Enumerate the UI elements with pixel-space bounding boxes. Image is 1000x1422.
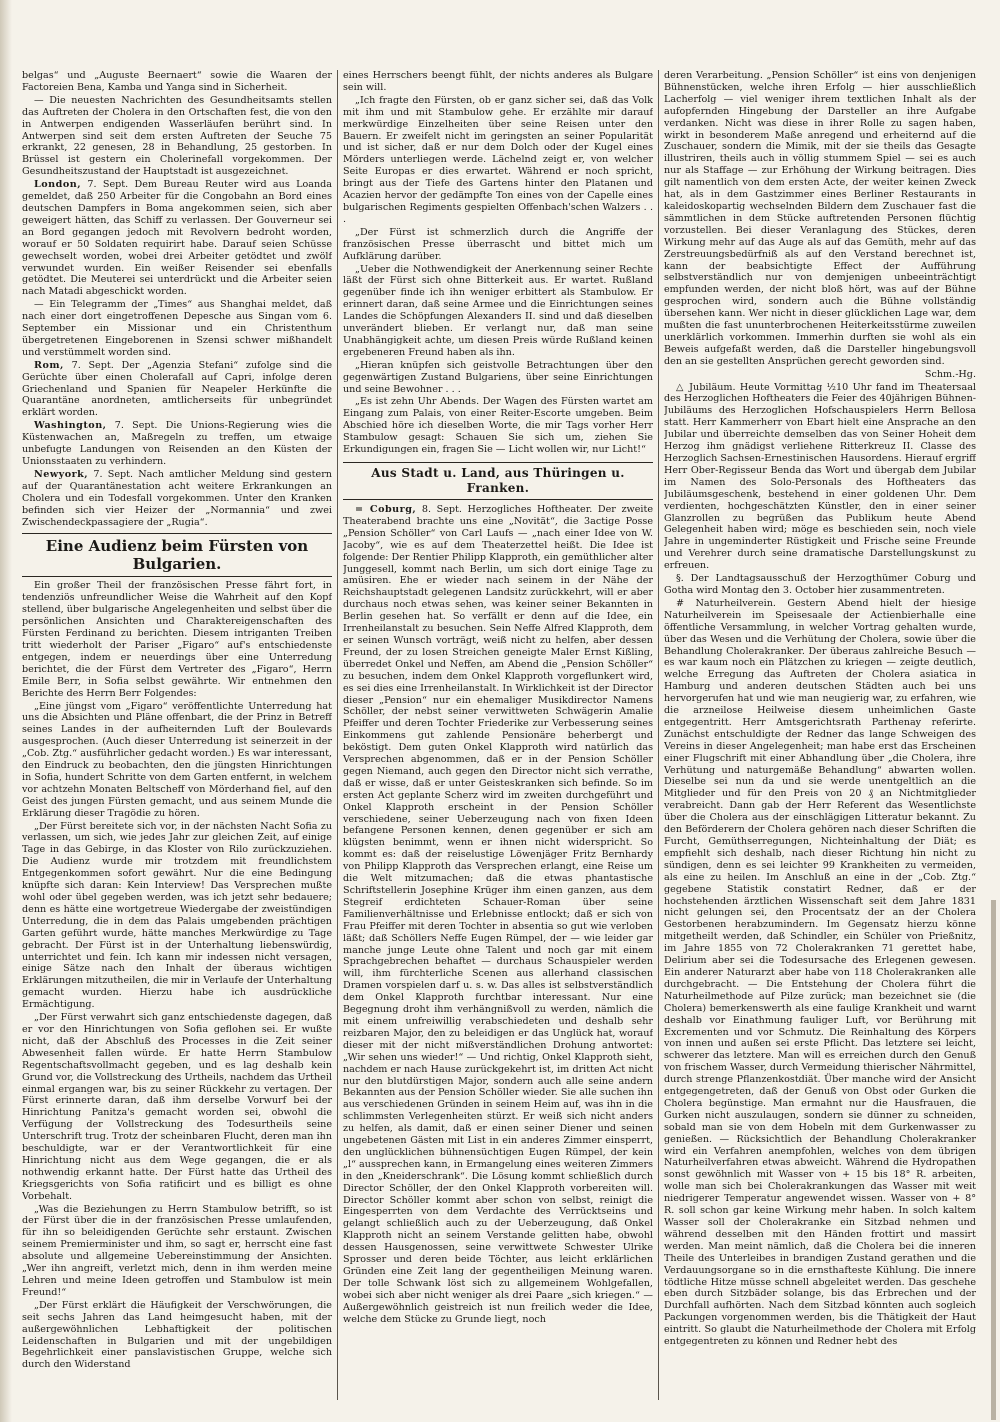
column-divider bbox=[337, 70, 338, 1400]
article-paragraph: §. Der Landtagsausschuß der Herzogthümer Coburg und Gotha wird Montag den 3. October hier zusammentreten. bbox=[664, 573, 976, 596]
article-paragraph: „Der Fürst verwahrt sich ganz entschiedenste dagegen, daß er vor den Hinrichtungen von Sofia geflohen sei. Er wußte nicht, daß der Abschluß des Processes in die Zeit seiner Abwesenheit fallen würde. Er hatte Herrn Stambulow Regentschaftsvollmacht gegeben, und es lag deshalb kein Grund vor, die Vollstreckung des Urtheils, nachdem das Urtheil einmal ergangen war, bis zu seiner Rückkehr zu vertagen. Der Fürst erinnerte daran, daß ihm derselbe Vorwurf bei der Hinrichtung Panitza's gemacht worden sei, obwohl die Verfügung der Vollstreckung des Todesurtheils seine Unterschrift trug. Trotz der scheinbaren Flucht, deren man ihn beschuldigte, war er der Verantwortlichkeit für eine Hinrichtung nicht aus dem Wege gegangen, die er als nothwendig erkannt hatte. Der Fürst hatte das Urtheil des Kriegsgerichts von Sofia ratificirt und es billigt es ohne Vorbehalt. bbox=[22, 1012, 332, 1202]
news-item-newyork bbox=[22, 469, 332, 529]
article-paragraph: „Der Fürst erklärt die Häufigkeit der Verschwörungen, die seit sechs Jahren das Land heimgesucht haben, mit der außergewöhnlichen Lebhaftigkeit der politischen Leidenschaften in Bulgarien und mit der ungebildigen Begehrlichkeit einer panslavistischen Gruppe, welche sich durch den Widerstand bbox=[22, 1299, 332, 1371]
column-left bbox=[22, 70, 332, 1400]
article-paragraph: „Was die Beziehungen zu Herrn Stambulow betrifft, so ist der Fürst über die in der französischen Presse umlaufenden, für ihn so beleidigenden Gerüchte sehr erstaunt. Zwischen seinem Premierminister und ihm, so sagt er, herrscht eine fast absolute und allgemeine Uebereinstimmung der Ansichten. „Wer ihn angreift, verletzt mich, denn in ihm werden meine Lehren und meine Ideen getroffen und Stambulow ist mein Freund!“ bbox=[22, 1203, 332, 1298]
section-heading: Aus Stadt u. Land, aus Thüringen u. Franken. bbox=[343, 462, 653, 500]
article-paragraph: deren Verarbeitung. „Pension Schöller“ ist eins von denjenigen Bühnenstücken, welche ihren Erfolg — hier ausschließlich Lacherfolg — viel weniger ihrem textlichen Inhalt als der aufopfernden Hingebung der Darsteller an ihre Aufgabe verdanken. Nicht was diese in ihrer Rolle zu sagen haben, wirkt in besonderem Maße anregend und erheiternd auf die Zuschauer, sondern die Mimik, mit der sie theils das Gesagte illustriren, theils auch in völlig stummem Spiel — sei es auch nur als Staffage — zur Erhöhung der Wirkung beitragen. Dies gilt namentlich von dem ersten Acte, der weiter keinen Zweck hat, als in dem Gastzimmer eines Berliner Restaurants in kaleidoskopartig wechselnden Bildern dem Zuschauer fast die sämmtlichen in dem Stücke auftretenden Personen flüchtig vorzustellen. Bei dieser Veranlagung des Stückes, deren Wirkung mehr auf das Auge als auf das Gemüth, mehr auf das Zerstreuungsbedürfniß als auf den Verstand berechnet ist, kann der beabsichtigte Effect der Aufführung selbstverständlich nur von demjenigen unbeeinträchtigt empfunden werden, der nicht bloß hört, was auf der Bühne gesprochen wird, sondern auch die Bühne vollständig übersehen kann. Wer nicht in dieser glücklichen Lage war, dem mußten die fast ununterbrochenen Heiterkeitsstürme zuweilen unerklärlich vorkommen. Immerhin durften sie wohl als ein Beweis aufgefaßt werden, daß die Darsteller hingebungsvoll den an sie gestellten Ansprüchen gerecht geworden sind. bbox=[664, 70, 976, 367]
news-text: 8. Sept. Herzogliches Hoftheater. Der zweite Theaterabend brachte uns eine „Novität“, die 3actige Posse „Pension Schöller“ von Carl Laufs — „nach einer Idee von W. Jacoby“, wie es auf dem Theaterzettel heißt. Die Idee ist folgende: Der Rentier Philipp Klapproth, ein gemüthlicher alter Junggesell, kommt nach Berlin, um sich dort einige Tage zu amüsiren. Ehe er wieder nach seinem in der Nähe der Reichshauptstadt gelegenen Landsitz zurückkehrt, will er aber durchaus noch etwas sehen, was keiner seiner Bekannten in Berlin gesehen hat. So verfällt er denn auf die Idee, ein Irrenheilanstalt zu besuchen. Sein Neffe Alfred Klapproth, dem er seinen Wunsch vorträgt, weiß nicht zu helfen, aber dessen Freund, der zu losen Streichen geneigte Maler Ernst Kißling, überredet Onkel und Neffen, am Abend die „Pension Schöller“ zu besuchen, indem dem Onkel Klapproth vorgeflunkert wird, es sei dies eine Irrenheilanstalt. In Wirklichkeit ist der Director dieser „Pension“ nur ein ehemaliger Musikdirector Namens Schöller, der nebst seiner verwittweten Schwägerin Amalie Pfeiffer und deren Tochter Friederike zur Verbesserung seines Einkommens gut zahlende Pensionäre beherbergt und beköstigt. Dem guten Onkel Klapproth wird natürlich das Versprechen abgenommen, daß er in der Pension Schöller gegen Niemand, auch gegen den Director nicht sich verrathe, daß er wisse, daß er unter Geisteskranken sich befinde. So im ersten Act geplante Scherz wird im zweiten durchgeführt und Onkel Klapproth erscheint in der Pension Schöller verschiedene, seiner Ueberzeugung nach von fixen Ideen befangene Personen kennen, denen gegenüber er sich am klügsten benimmt, wenn er ihnen nicht widerspricht. So kommt es: daß der reiselustige Löwenjäger Fritz Bernhardy von Philipp Klapproth das Versprechen erlangt, eine Reise um die Welt mitzumachen; daß die etwas phantastische Schriftstellerin Josephine Krüger ihm einen ganzen, aus dem Stegreif erdichteten Schauer-Roman über seine Familienverhältnisse und Erlebnisse entlockt; daß er sich von Frau Pfeiffer mit deren Tochter in absentia so gut wie verloben läßt; daß Schöllers Neffe Eugen Rümpel, der — wie leider gar manche junge Leute ohne Talent und noch gar mit einem Sprachgebrechen behaftet — durchaus Schauspieler werden will, ihm fürchterliche Scenen aus allerhand classischen Dramen vorspielen darf u. s. w. Das alles ist selbstverständlich dem Onkel Klapproth furchtbar interessant. Nur eine Begegnung droht ihm verhängnißvoll zu werden, nämlich die mit einem unfreiwillig verabschiedeten und deshalb sehr reizbaren Major, den zu beleidigen er das Unglück hat, worauf dieser mit der nicht mißverständlichen Drohung antwortet: „Wir sehen uns wieder!“ — Und richtig, Onkel Klapproth sieht, nachdem er nach Hause zurückgekehrt ist, im dritten Act nicht nur den blutdürstigen Major, sondern auch alle seine andern Bekannten aus der Pension Schöller wieder. Sie alle suchen ihn aus verschiedenen Gründen in seinem Heim auf, was ihn in die schlimmsten Verlegenheiten stürzt. Er weiß sich nicht anders zu helfen, als damit, daß er einen seiner Diener und seinen ungebetenen Gästen mit List in ein anderes Zimmer einsperrt, den unglücklichen bühnensüchtigen Eugen Rümpel, der kein „l“ aussprechen kann, in Ermangelung eines weiteren Zimmers in den „Kneiderschrank“. Die Lösung kommt schließlich durch Director Schöller, der den Onkel Klapproth vorbereiten will. Director Schöller kommt aber schon von selbst, reinigt die Eingesperrten von dem Verdachte des Verrücktseins und gelangt schließlich auch zu der Ueberzeugung, daß Onkel Klapproth nicht an seinem Verstande gelitten habe, obwohl dessen Hausgenossen, seine verwittwete Schwester Ulrike Sprosser und deren beide Töchter, aus leicht erklärlichen Gründen eine Zeit lang der gegentheiligen Meinung waren. Der tolle Schwank löst sich zu allgemeinem Wohlgefallen, wobei sich aber nicht weniger als drei Paare „sich kriegen.“ — Außergewöhnlich geistreich ist nun freilich weder die Idee, welche dem Stücke zu Grunde liegt, noch bbox=[343, 504, 653, 1325]
article-paragraph: „Es ist zehn Uhr Abends. Der Wagen des Fürsten wartet am Eingang zum Palais, von einer Reiter-Escorte umgeben. Beim Abschied höre ich dieselben Worte, die mir Tags vorher Herr Stambulow gesagt: Schauen Sie sich um, ziehen Sie Erkundigungen ein, fragen Sie — Licht wollen wir, nur Licht!“ bbox=[343, 396, 653, 456]
article-paragraph: Ein großer Theil der französischen Presse fährt fort, in tendenziös unfreundlicher Weise die Wahrheit auf den Kopf stellend, über bulgarische Angelegenheiten und selbst über die persönlichen Ansichten und Charaktereigenschaften des Fürsten Ferdinand zu berichten. Diesem intriganten Treiben tritt wiederholt der Pariser „Figaro“ auf's entschiedenste entgegen, indem er neuerdings über eine Unterredung berichtet, die der Fürst dem Vertreter des „Figaro“, Herrn Emile Berr, in Sofia selbst gewährte. Wir entnehmen den Berichte des Herrn Berr Folgendes: bbox=[22, 580, 332, 699]
news-item-coburg bbox=[343, 504, 653, 1326]
author-signature: Schm.-Hg. bbox=[924, 368, 976, 380]
news-text: 7. Sept. Der „Agenzia Stefani“ zufolge sind die Gerüchte über einen Cholerafall auf Capri, infolge deren Griechenland und Spanien für Neapeler Herkünfte die Quarantäne anordneten, amtlicherseits für unbegründet erklärt worden. bbox=[22, 359, 332, 419]
article-paragraph: „Ich fragte den Fürsten, ob er ganz sicher sei, daß das Volk mit ihm und mit Stambulow gehe. Er erzählte mir darauf merkwürdige Einzelheiten über seine Reisen unter den Bauern. Er zweifelt nicht im geringsten an seiner Popularität und ist sicher, daß er nur dem Dolch oder der Kugel eines Mörders unterliegen werde. Lächelnd zeigt er, von welcher Seite Europas er dies erwartet. Während er noch spricht, bringt aus der Tiefe des Gartens hinter den Platanen und Acazien hervor der gedämpfte Ton eines von der Capelle eines bulgarischen Regiments gespielten Offenbach'schen Walzers . . . bbox=[343, 94, 653, 225]
article-paragraph: „Hieran knüpfen sich geistvolle Betrachtungen über den gegenwärtigen Zustand Bulgariens, über seine Einrichtungen und seine Bewohner . . . bbox=[343, 359, 653, 395]
news-text: 7. Sept. Dem Bureau Reuter wird aus Loanda gemeldet, daß 250 Arbeiter für die Congobahn an Bord eines deutschen Dampfers in Boma angekommen seien, sich aber geweigert hätten, das Schiff zu verlassen. Der Gouverneur sei an Bord gegangen jedoch mit Revolvern bedroht worden, worauf er 50 Soldaten requirirt habe. Darauf seien Schüsse gewechselt worden, wobei drei Arbeiter getödtet und zwölf verwundet wurden. Ein weißer Reisender sei ebenfalls getödtet. Die Meuterei sei unterdrückt und die Arbeiter seien nach Matadi abgeschickt worden. bbox=[22, 179, 332, 298]
news-text: 7. Sept. Die Unions-Regierung wies die Küstenwachen an, Maßregeln zu treffen, um etwaige unbefugte Landungen von Reisenden an den Küsten der Unionsstaaten zu verhindern. bbox=[22, 420, 332, 467]
page-edge-shadow bbox=[0, 0, 12, 1422]
article-paragraph: belgas“ und „Auguste Beernaert“ sowie die Waaren der Factoreien Bena, Kamba und Yanga sind in Sicherheit. bbox=[22, 70, 332, 93]
column-middle bbox=[343, 70, 653, 1400]
article-paragraph: △ Jubiläum. Heute Vormittag ½10 Uhr fand im Theatersaal des Herzoglichen Hoftheaters die Feier des 40jährigen Bühnen-Jubiläums des Herzoglichen Hofschauspielers Herrn Bellosa statt. Herr Kammerherr von Ebart hielt eine Ansprache an den Jubilar und überreichte demselben das von Seiner Hoheit dem Herzog ihm gnädigst verliehene Ritterkreuz II. Classe des Herzoglich Sachsen-Ernestinischen Hausordens. Hierauf ergriff Herr Ober-Regisseur Benda das Wort und übergab dem Jubilar im Namen des Solo-Personals des Hoftheaters das Jubiläumsgeschenk, bestehend in einer goldenen Uhr. Dem verdienten, hochgeschätzten Künstler, den in einer seiner Glanzrollen zu begrüßen das Publikum heute Abend Gelegenheit haben wird; möge es beschieden sein, noch viele Jahre in ungeminderter Rüstigkeit und Frische seine Freunde und Verehrer durch seine dramatische Darstellungskunst zu erfreuen. bbox=[664, 381, 976, 572]
place-name: = Coburg, bbox=[355, 504, 417, 515]
article-paragraph: eines Herrschers beengt fühlt, der nichts anderes als Bulgare sein will. bbox=[343, 70, 653, 93]
article-paragraph: „Ueber die Nothwendigkeit der Anerkennung seiner Rechte läßt der Fürst sich ohne Bitterkeit aus. Er wartet. Rußland gegenüber finde ich ihn weniger erbittert als Stambulow. Er erinnert daran, daß seine Armee und die Einrichtungen seines Landes die Schöpfungen Alexanders II. sind und daß dieselben unverändert blieben. Er verlangt nur, daß man seine Unabhängigkeit achte, um diesen Preis würde Rußland keinen ergebeneren Freund haben als ihn. bbox=[343, 263, 653, 358]
news-item-rom bbox=[22, 360, 332, 420]
column-divider bbox=[658, 70, 659, 1400]
place-name: Rom, bbox=[34, 359, 64, 371]
margin-mark bbox=[991, 900, 996, 1420]
place-name: London, bbox=[34, 179, 82, 191]
article-paragraph: „Der Fürst bereitete sich vor, in der nächsten Nacht Sofia zu verlassen, um sich, wie jedes Jahr zur gleichen Zeit, auf einige Tage in das Gebirge, in das Kloster von Rilo zurückzuziehen. Die Audienz wurde mir trotzdem mit freundlichstem Entgegenkommen sofort gewährt. Nur die eine Bedingung knüpfte sich daran: Kein Interview! Das Versprechen mußte wohl oder übel gegeben werden, was ich jetzt sehr bedauere; denn es hätte eine wortgetreue Wiedergabe der zweistündigen Unterredung, die in dem das Palais umgebenden prächtigen Garten geführt wurde, hätte manches Merkwürdige zu Tage gebracht. Der Fürst ist in der Unterhaltung liebenswürdig, unterrichtet und fein. Ich kann mir indessen nicht versagen, einige Sätze nach den Inhalt der überaus wichtigen Erklärungen mitzutheilen, die mir in Verlaufe der Unterhaltung gemacht wurden. Hierzu habe ich ausdrückliche Ermächtigung. bbox=[22, 820, 332, 1011]
article-headline: Eine Audienz beim Fürsten von Bulgarien. bbox=[22, 533, 332, 577]
article-paragraph: — Ein Telegramm der „Times“ aus Shanghai meldet, daß nach einer dort eingetroffenen Depesche aus Singan vom 6. September ein Missionar und ein Christenthum übergetretenen Eingeborenen in Szensi schwer mißhandelt und verstümmelt worden sind. bbox=[22, 299, 332, 358]
place-name: Washington, bbox=[34, 420, 107, 432]
article-paragraph: # Naturheilverein. Gestern Abend hielt der hiesige Naturheilverein im Speisesaale der Actienbierhalle eine öffentliche Versammlung, in welcher Vortrag gehalten wurde, über das Wesen und die Verhütung der Cholera, sowie über die Behandlung Cholerakranker. Der überaus zahlreiche Besuch — es war kaum noch ein Plätzchen zu kriegen — zeigte deutlich, welche Erregung das Auftreten der Cholera asiatica in Hamburg und anderen deutschen Städten auch bei uns hervorgerufen hat und wie man neugierig war, zu erfahren, wie die arzneilose Heilweise diesem unheimlichen Gaste entgegentritt. Herr Amtsgerichtsrath Parthenay referirte. Zunächst entschuldigte der Redner das lange Schweigen des Vereins in dieser Angelegenheit; man habe erst das Erscheinen einer Flugschrift mit einer Abhandlung über „die Cholera, ihre Verhütung und naturgemäße Behandlung“ abwarten wollen. Dieselbe sei nun da und sie werde unentgeltlich an die Mitglieder und für den Preis von 20 ₰ an Nichtmitglieder verabreicht. Dann gab der Herr Referent das Wesentlichste über die Cholera aus der einschlägigen Litteratur bekannt. Zu den Beförderern der Cholera gehören nach dieser Schriften die Furcht, Gemüthserregungen, Nichteinhaltung der Diät; es empfiehlt sich deshalb, nach dieser Richtung hin nicht zu sündigen, denn es sei leichter 99 Krankheiten zu vermeiden, als eine zu heilen. Im Anschluß an eine in der „Cob. Ztg.“ gegebene Statistik constatirt Redner, daß er der hochstehenden ärztlichen Wissenschaft seit dem Jahre 1831 nicht gelungen sei, den Procentsatz der an der Cholera Gestorbenen herabzumindern. Im Gegensatz hierzu könne mitgetheilt werden, daß Schindler, ein Schüler von Prießnitz, im Jahre 1855 von 72 Cholerakranken 71 gerettet habe, Delirium aber sei die Todesursache des Erlegenen gewesen. Ein anderer Naturarzt aber habe von 118 Cholerakranken alle durchgebracht. — Die Entstehung der Cholera führt die Naturheilmethode auf Pilze zurück; man bezeichnet sie (die Cholera) bemerkenswerth als eine faulige Krankheit und warnt deshalb vor Einathmung fauliger Luft, vor Berührung mit Excrementen und vor Schmutz. Die Reinhaltung des Körpers von innen und außen sei erste Pflicht. Das letztere sei leicht, schwerer das letztere. Man will es erreichen durch den Genuß von frischem Wasser, durch Vermeidung thierischer Nährmittel, durch strenge Pflanzenkostdiät. Über manche wird der Ansicht entgegengetreten, daß der Genuß von Obst oder Gurken die Cholera begünstige. Man ermahnt nur die Hausfrauen, die Gurken nicht auszulaugen, sondern sie dünner zu schneiden, sobald man sie von dem Hobeln mit dem Gurkenwasser zu genießen. — Rücksichtlich der Behandlung Cholerakranker wird ein Verfahren anempfohlen, welches von dem übrigen Naturheilverfahren etwas abweicht. Während die Hydropathen sonst gewöhnlich mit Wasser von + 15 bis 18° R. arbeiten, wolle man sich bei Cholerakrankungen das Wasser mit weit niedrigerer Temperatur angewendet wissen. Wasser von + 8° R. soll schon gar keine Wirkung mehr haben. In solch kaltem Wasser soll der Cholerakranke ein Sitzbad nehmen und während desselben mit den Händen frottirt und massirt werden. Man meint nämlich, daß die Cholera bei die inneren Theile des Unterleibes in brandigen Zustand gerathen und die Verdauungsorgane so in die ernsthafteste Kühlung. Die innere tödtliche Hitze müsse schnell abgeleitet werden. Das geschehe eben durch Sitzbäder solange, bis das Erbrechen und der Durchfall aufhörten. Nach dem Sitzbad könnten auch sogleich Packungen vorgenommen werden, bis die Thätigkeit der Haut eintritt. So glaubt die Naturheilmethode der Cholera mit Erfolg entgegentreten zu können und Redner hebt des bbox=[664, 597, 976, 1348]
article-paragraph: „Der Fürst ist schmerzlich durch die Angriffe der französischen Presse überrascht und bittet mich um Aufklärung darüber. bbox=[343, 226, 653, 262]
news-item-london bbox=[22, 179, 332, 298]
news-text: 7. Sept. Nach amtlicher Meldung sind gestern auf der Quarantänestation acht weitere Erkrankungen an Cholera und ein Todesfall vorgekommen. Unter den Kranken befinden sich vier Heizer der „Normannia“ und zwei Zwischendeckpassagiere der „Rugia“. bbox=[22, 468, 332, 528]
article-paragraph: — Die neuesten Nachrichten des Gesundheitsamts stellen das Auftreten der Cholera in den Ortschaften fest, die von den in Antwerpen endigenden Wasserläufen berührt sind. In Antwerpen sind seit dem ersten Auftreten der Seuche 75 erkrankt, 22 genesen, 28 in Behandlung, 25 gestorben. In Brüssel ist gestern ein Cholerinefall vorgekommen. Der Gesundheitszustand der Hauptstadt ist ausgezeichnet. bbox=[22, 94, 332, 178]
news-item-washington bbox=[22, 420, 332, 468]
article-paragraph: „Eine jüngst vom „Figaro“ veröffentlichte Unterredung hat uns die Absichten und Pläne offenbart, die der Prinz in Betreff seines Landes in der aufheiternden Luft der Boulevards ausgesprochen. (Auch dieser Unterredung ist seinerzeit in der „Cob. Ztg.“ ausführlicher gedacht worden.) Es war interessant, den Eindruck zu beobachten, den die jüngsten Hinrichtungen in Sofia, hundert Schritte von dem Garten entfernt, in welchem vor achtzehn Monaten Beltscheff von Mörderhand fiel, auf den Geist des jungen Fürsten gemacht, und aus seinem Munde die Erklärung dieser Tragödie zu hören. bbox=[22, 700, 332, 819]
place-name: Newyork, bbox=[34, 468, 89, 480]
column-right bbox=[664, 70, 976, 1400]
